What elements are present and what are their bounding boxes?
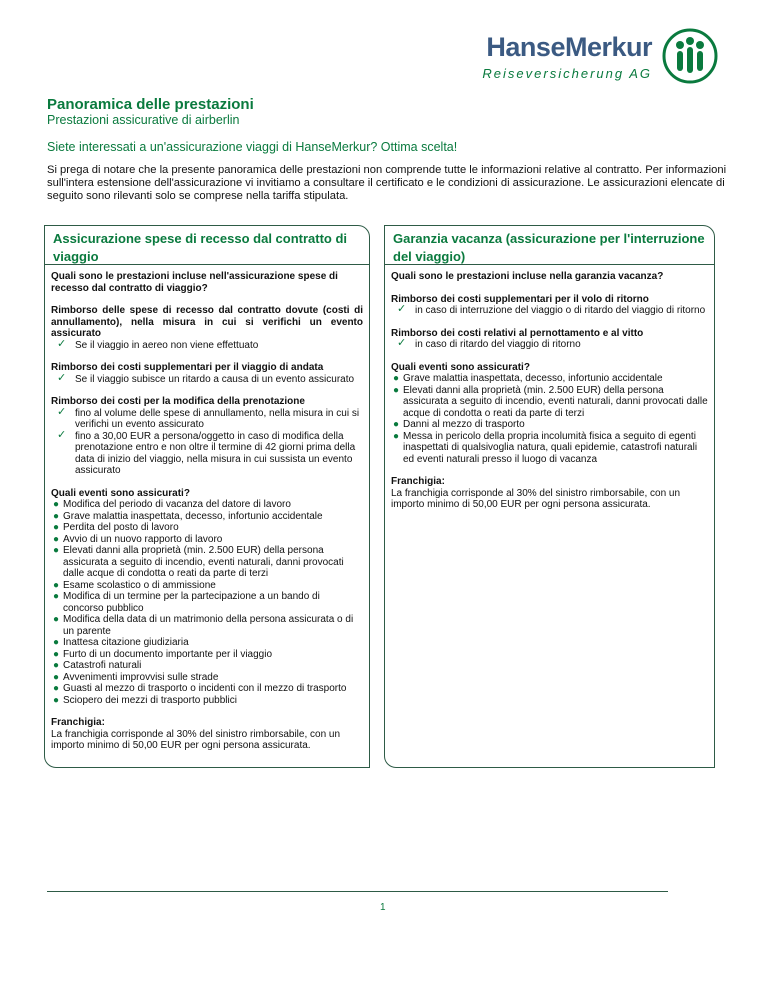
logo-brand-name: HanseMerkur xyxy=(486,32,652,62)
list-item: ✓ Se il viaggio in aereo non viene effettuato xyxy=(57,337,259,351)
bullet-icon: ● xyxy=(53,591,60,602)
list-item: ● Danni al mezzo di trasporto xyxy=(393,419,525,430)
bullet-icon: ● xyxy=(53,533,60,545)
checkmark-icon: ✓ xyxy=(57,371,67,384)
list-item: ● Guasti al mezzo di trasporto o incidenti con il mezzo di trasporto xyxy=(53,683,347,694)
list-item: ● Esame scolastico o di ammissione xyxy=(53,579,216,591)
events-list xyxy=(391,373,708,465)
list-item: ● Modifica di un termine per la partecipazione a un bando di concorso pubblico xyxy=(53,591,320,614)
bullet-icon: ● xyxy=(53,499,60,510)
bullet-icon: ● xyxy=(53,579,60,591)
list-item: ● Grave malattia inaspettata, decesso, infortunio accidentale xyxy=(393,373,663,384)
list-item: ● Avvenimenti improvvisi sulle strade xyxy=(53,671,219,683)
bullet-icon: ● xyxy=(393,430,400,442)
check-list xyxy=(51,405,363,477)
question: Quali sono le prestazioni incluse nella garanzia vacanza? xyxy=(391,271,664,282)
checkmark-icon: ✓ xyxy=(397,303,407,315)
bullet-icon: ● xyxy=(393,373,400,384)
bullet-icon: ● xyxy=(393,419,400,430)
list-item: ✓ in caso di ritardo del viaggio di ritorno xyxy=(397,337,581,350)
events-title: Quali eventi sono assicurati? xyxy=(51,487,190,499)
events-list xyxy=(51,499,363,706)
bullet-icon: ● xyxy=(53,683,60,694)
cancellation-insurance-box xyxy=(44,225,370,768)
list-item: ● Avvio di un nuovo rapporto di lavoro xyxy=(53,533,223,545)
bullet-icon: ● xyxy=(53,545,60,556)
list-item: ● Messa in pericolo della propria incolumità fisica a seguito di egenti inaspettati di qualsivoglia natura, quali epidemie, catastrofi naturali ed eventi naturali presso il luogo di vacanza xyxy=(393,430,698,465)
bullet-icon: ● xyxy=(53,510,60,522)
list-item: ● Furto di un documento importante per il viaggio xyxy=(53,648,273,660)
list-item: ● Perdita del posto di lavoro xyxy=(53,522,179,533)
question: Quali sono le prestazioni incluse nell'assicurazione spese di recesso dal contratto di viaggio? xyxy=(51,271,338,294)
list-item: ● Sciopero dei mezzi di trasporto pubblici xyxy=(53,694,237,706)
section-title: Rimborso dei costi supplementari per il viaggio di andata xyxy=(51,362,324,373)
headline: Siete interessati a un'assicurazione viaggi di HanseMerkur? Ottima scelta! xyxy=(47,140,458,154)
bullet-icon: ● xyxy=(393,384,400,396)
section-title: Rimborso dei costi supplementari per il volo di ritorno xyxy=(391,293,649,305)
checkmark-icon: ✓ xyxy=(57,337,67,350)
check-list xyxy=(51,371,363,386)
bullet-icon: ● xyxy=(53,522,60,533)
list-item: ● Catastrofi naturali xyxy=(53,660,142,671)
bullet-icon: ● xyxy=(53,614,60,625)
box-heading: Assicurazione spese di recesso dal contratto di viaggio xyxy=(53,231,348,264)
list-item: ✓ Se il viaggio subisce un ritardo a causa di un evento assicurato xyxy=(57,371,355,385)
box-body xyxy=(45,265,369,752)
list-item: ● Grave malattia inaspettata, decesso, infortunio accidentale xyxy=(53,510,323,522)
bullet-icon: ● xyxy=(53,660,60,671)
deductible-title: Franchigia: xyxy=(391,476,445,487)
holiday-guarantee-box xyxy=(384,225,715,768)
company-logo xyxy=(478,28,718,84)
bullet-icon: ● xyxy=(53,648,60,660)
list-item: ● Modifica del periodo di vacanza del datore di lavoro xyxy=(53,499,291,510)
events-title: Quali eventi sono assicurati? xyxy=(391,361,530,373)
box-body xyxy=(385,265,714,511)
page-subtitle: Prestazioni assicurative di airberlin xyxy=(47,113,240,127)
list-item: ✓ in caso di interruzione del viaggio o di ritardo del viaggio di ritorno xyxy=(397,303,706,316)
box-header xyxy=(385,226,714,265)
section-title: Rimborso dei costi per la modifica della prenotazione xyxy=(51,396,305,407)
list-item: ● Modifica della data di un matrimonio della persona assicurata o di un parente xyxy=(53,614,354,637)
deductible-text: La franchigia corrisponde al 30% del sinistro rimborsabile, con un importo minimo di 50,00 EUR per ogni persona assicurata. xyxy=(51,728,341,751)
box-header xyxy=(45,226,369,265)
deductible-text: La franchigia corrisponde al 30% del sinistro rimborsabile, con un importo minimo di 50,00 EUR per ogni persona assicurata. xyxy=(391,487,681,510)
list-item: ● Inattesa citazione giudiziaria xyxy=(53,637,189,648)
list-item: ● Elevati danni alla proprietà (min. 2.500 EUR) della persona assicurata a seguito di incendio, eventi naturali, danni provocati dalle acque di condotta o reati da parte di terzi xyxy=(53,545,344,579)
deductible-title: Franchigia: xyxy=(51,717,105,728)
list-item: ✓ fino a 30,00 EUR a persona/oggetto in caso di modifica della prenotazione entro e non oltre il termine di 42 giorni prima della data di inizio del viaggio, nella misura in cui sussista un evento assicurato xyxy=(57,428,356,476)
check-list xyxy=(51,337,363,352)
checkmark-icon: ✓ xyxy=(57,428,67,441)
page-title: Panoramica delle prestazioni xyxy=(47,96,254,113)
bullet-icon: ● xyxy=(53,671,60,683)
section-title: Rimborso delle spese di recesso dal contratto dovute (costi di annullamento), nella misura in cui si verifichi un evento assicurato xyxy=(51,305,363,339)
bullet-icon: ● xyxy=(53,637,60,648)
logo-tagline: Reiseversicherung AG xyxy=(482,66,652,81)
footer-divider xyxy=(47,891,668,892)
checkmark-icon: ✓ xyxy=(57,405,67,418)
check-list xyxy=(391,305,708,317)
check-list xyxy=(391,339,708,351)
hansemerkur-figures-logo-icon xyxy=(662,28,718,84)
bullet-icon: ● xyxy=(53,694,60,706)
section-title: Rimborso dei costi relativi al pernottamento e al vitto xyxy=(391,327,644,339)
list-item: ● Elevati danni alla proprietà (min. 2.500 EUR) della persona assicurata a seguito di incendio, eventi naturali, danni provocati dalle acque di condotta o reati da parte di terzi xyxy=(393,384,708,419)
intro-paragraph: Si prega di notare che la presente panoramica delle prestazioni non comprende tutte le informazioni relative al contratto. Per informazioni sull'intera estensione dell'assicurazione vi invitiamo a consultare il certificato e le condizioni di assicurazione. Le assicurazioni elencate di seguito sono rilevanti solo se comprese nella tariffa stipulata. xyxy=(47,164,727,202)
page-number: 1 xyxy=(380,902,386,913)
checkmark-icon: ✓ xyxy=(397,337,407,349)
list-item: ✓ fino al volume delle spese di annullamento, nella misura in cui si verifichi un evento assicurato xyxy=(57,405,360,430)
box-heading: Garanzia vacanza (assicurazione per l'interruzione del viaggio) xyxy=(393,231,705,264)
